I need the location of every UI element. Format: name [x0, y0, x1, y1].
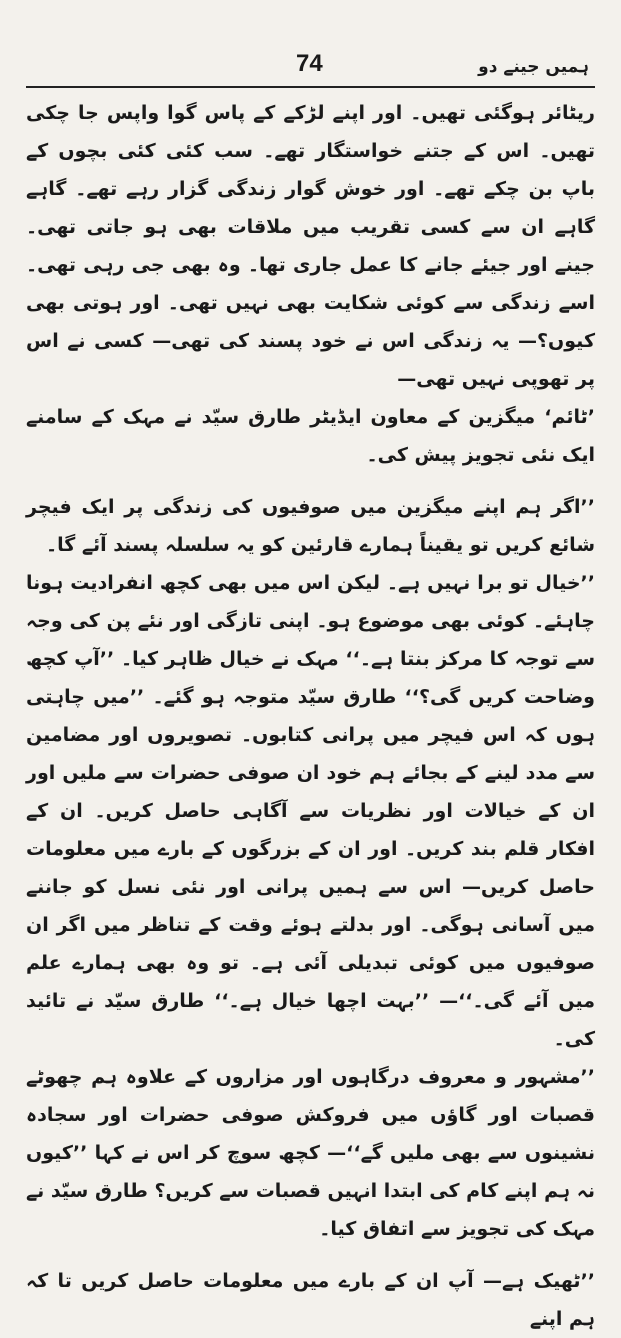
paragraph-gap	[26, 1248, 595, 1262]
page-number: 74	[296, 50, 323, 77]
paragraph: ’’خیال تو برا نہیں ہے۔ لیکن اس میں بھی کچھ انفرادیت ہونا چاہئے۔ کوئی بھی موضوع ہو۔ اپنی تازگی اور نئے پن کی وجہ سے توجہ کا مرکز بنتا ہے۔‘‘ مہک نے خیال ظاہر کیا۔ ’’آپ کچھ وضاحت کریں گی؟‘‘ طارق سیّد متوجہ ہو گئے۔ ’’میں چاہتی ہوں کہ اس فیچر میں پرانی کتابوں۔ تصویروں اور مضامین سے مدد لینے کے بجائے ہم خود ان صوفی حضرات سے ملیں اور ان کے خیالات اور نظریات سے آگاہی حاصل کریں۔ ان کے افکار قلم بند کریں۔ اور ان کے بزرگوں کے بارے میں معلومات حاصل کریں— اس سے ہمیں پرانی اور نئی نسل کو جاننے میں آسانی ہوگی۔ اور بدلتے ہوئے وقت کے تناظر میں اگر ان صوفیوں میں کوئی تبدیلی آئی ہے۔ تو وہ بھی ہمارے علم میں آئے گی۔‘‘— ’’بہت اچھا خیال ہے۔‘‘ طارق سیّد نے تائید کی۔	[26, 572, 595, 1050]
paragraph: ’’اگر ہم اپنے میگزین میں صوفیوں کی زندگی پر ایک فیچر شائع کریں تو یقیناً ہمارے قارئین کو یہ سلسلہ پسند آئے گا۔	[26, 496, 595, 556]
paragraph: ’’ٹھیک ہے— آپ ان کے بارے میں معلومات حاصل کریں تا کہ ہم اپنے	[26, 1270, 595, 1330]
page-body	[26, 88, 595, 1338]
paragraph: ریٹائر ہوگئی تھیں۔ اور اپنے لڑکے کے پاس گوا واپس جا چکی تھیں۔ اس کے جتنے خواستگار تھے۔ سب کئی کئی بچوں کے باپ بن چکے تھے۔ اور خوش گوار زندگی گزار رہے تھے۔ گاہے گاہے ان سے کسی تقریب میں ملاقات بھی ہو جاتی تھی۔ جینے اور جیئے جانے کا عمل جاری تھا۔ وہ بھی جی رہی تھی۔ اسے زندگی سے کوئی شکایت بھی نہیں تھی۔ اور ہوتی بھی کیوں؟— یہ زندگی اس نے خود پسند کی تھی— کسی نے اس پر تھوپی نہیں تھی—	[26, 102, 595, 390]
paragraph-gap	[26, 474, 595, 488]
book-title: ہمیں جینے دو	[478, 57, 589, 77]
paragraph: ’’مشہور و معروف درگاہوں اور مزاروں کے علاوہ ہم چھوٹے قصبات اور گاؤں میں فروکش صوفی حضرات اور سجادہ نشینوں سے بھی ملیں گے‘‘— کچھ سوچ کر اس نے کہا ’’کیوں نہ ہم اپنے کام کی ابتدا انہیں قصبات سے کریں؟ طارق سیّد نے مہک کی تجویز سے اتفاق کیا۔	[26, 1066, 595, 1240]
page-header	[26, 0, 595, 88]
paragraph: ’ٹائم‘ میگزین کے معاون ایڈیٹر طارق سیّد نے مہک کے سامنے ایک نئی تجویز پیش کی۔	[26, 406, 595, 466]
